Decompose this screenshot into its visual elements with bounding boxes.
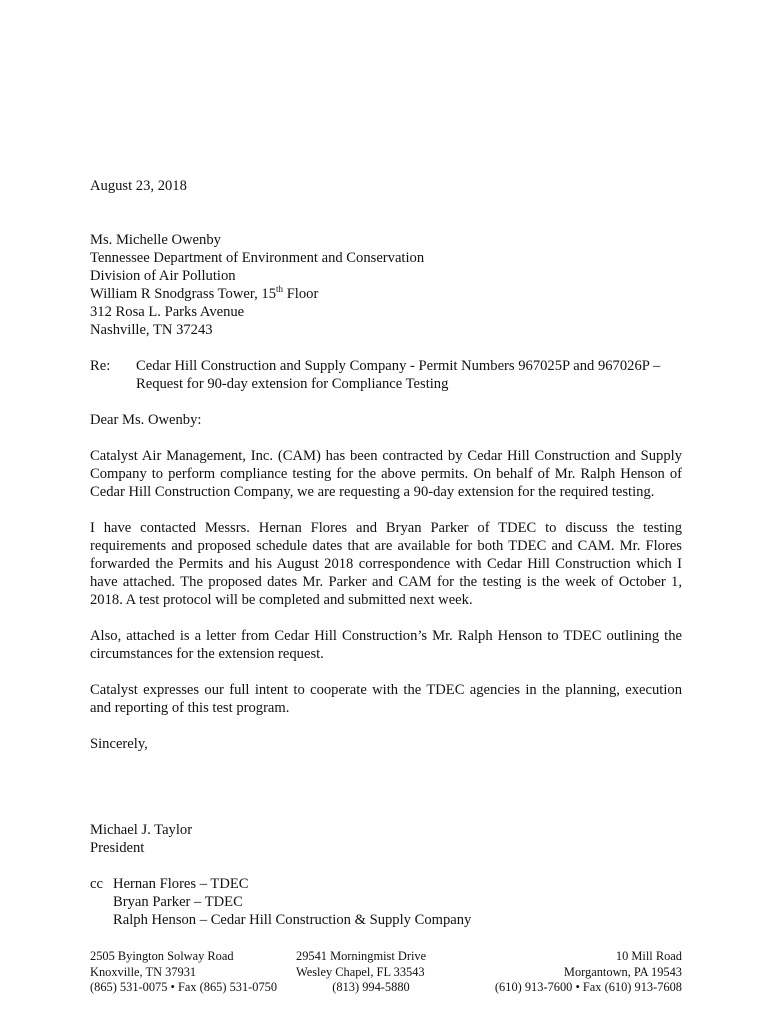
cc-list [113,875,471,929]
subject-label: Re: [90,358,111,374]
paragraph-line: Company to perform compliance testing for the above permits. On behalf of Mr. Ralph Henson of [90,466,682,482]
cc-recipient: Bryan Parker – TDEC [113,894,243,910]
salutation-text: Dear Ms. Owenby: [90,412,202,428]
subject-line-1: Cedar Hill Construction and Supply Company - Permit Numbers 967025P and 967026P – [136,358,661,374]
paragraph-line: and reporting of this test program. [90,700,290,716]
office-knoxville [90,949,277,996]
office-phone: (610) 913-7600 • Fax (610) 913-7608 [494,980,682,994]
signer-title: President [90,840,145,856]
salutation [90,411,682,429]
office-street: 2505 Byington Solway Road [90,949,234,963]
subject-body [136,357,696,393]
recipient-city: Nashville, TN 37243 [90,322,213,338]
recipient-street: 312 Rosa L. Parks Avenue [90,304,245,320]
recipient-address [90,231,682,339]
paragraph-line: Cedar Hill Construction Company, we are requesting a 90-day extension for the required testing. [90,484,655,500]
office-city: Knoxville, TN 37931 [90,964,197,979]
office-phone: (865) 531-0075 • Fax (865) 531-0750 [90,980,278,994]
paragraph-line: 2018. A test protocol will be completed and submitted next week. [90,592,473,608]
signature-block [90,821,682,857]
building-prefix: William R Snodgrass Tower, 15 [90,286,277,302]
cc-label: cc [90,876,103,892]
signer-name: Michael J. Taylor [90,822,193,838]
office-morgantown [495,949,682,996]
body-paragraph-1 [90,447,682,501]
recipient-name: Ms. Michelle Owenby [90,232,221,248]
building-floor-sup: th [276,284,284,294]
cc-recipient: Ralph Henson – Cedar Hill Construction & Supply Company [113,912,472,928]
paragraph-line: requirements and proposed schedule dates that are available for both TDEC and CAM. Mr. Flores [90,538,682,554]
office-phone: (813) 994-5880 [332,980,410,994]
recipient-division: Division of Air Pollution [90,268,236,284]
subject-line-2: Request for 90-day extension for Compliance Testing [136,376,449,392]
office-street: 29541 Morningmist Drive [296,949,427,963]
paragraph-line: have attached. The proposed dates Mr. Parker and CAM for the testing is the week of October 1, [90,574,682,590]
office-wesley-chapel [296,949,446,996]
recipient-building [90,285,682,303]
paragraph-line: circumstances for the extension request. [90,646,324,662]
cc-recipient: Hernan Flores – TDEC [113,876,249,892]
paragraph-line: Also, attached is a letter from Cedar Hill Construction’s Mr. Ralph Henson to TDEC outlining the [90,628,682,644]
paragraph-line: forwarded the Permits and his August 2018 correspondence with Cedar Hill Construction which I [90,556,682,572]
paragraph-line: Catalyst expresses our full intent to cooperate with the TDEC agencies in the planning, execution [90,682,682,698]
closing-text: Sincerely, [90,736,148,752]
office-street: 10 Mill Road [615,949,682,963]
closing [90,735,682,753]
paragraph-line: I have contacted Messrs. Hernan Flores and Bryan Parker of TDEC to discuss the testing [90,520,682,536]
building-suffix: Floor [283,286,319,302]
body-paragraph-3 [90,627,682,663]
paragraph-line: Catalyst Air Management, Inc. (CAM) has been contracted by Cedar Hill Construction and Supply [90,448,682,464]
date-text: August 23, 2018 [90,178,187,194]
office-city: Wesley Chapel, FL 33543 [296,964,425,979]
body-paragraph-4 [90,681,682,717]
body-paragraph-2 [90,519,682,609]
recipient-org: Tennessee Department of Environment and Conservation [90,250,425,266]
letter-date [90,177,682,195]
office-city: Morgantown, PA 19543 [563,964,682,979]
